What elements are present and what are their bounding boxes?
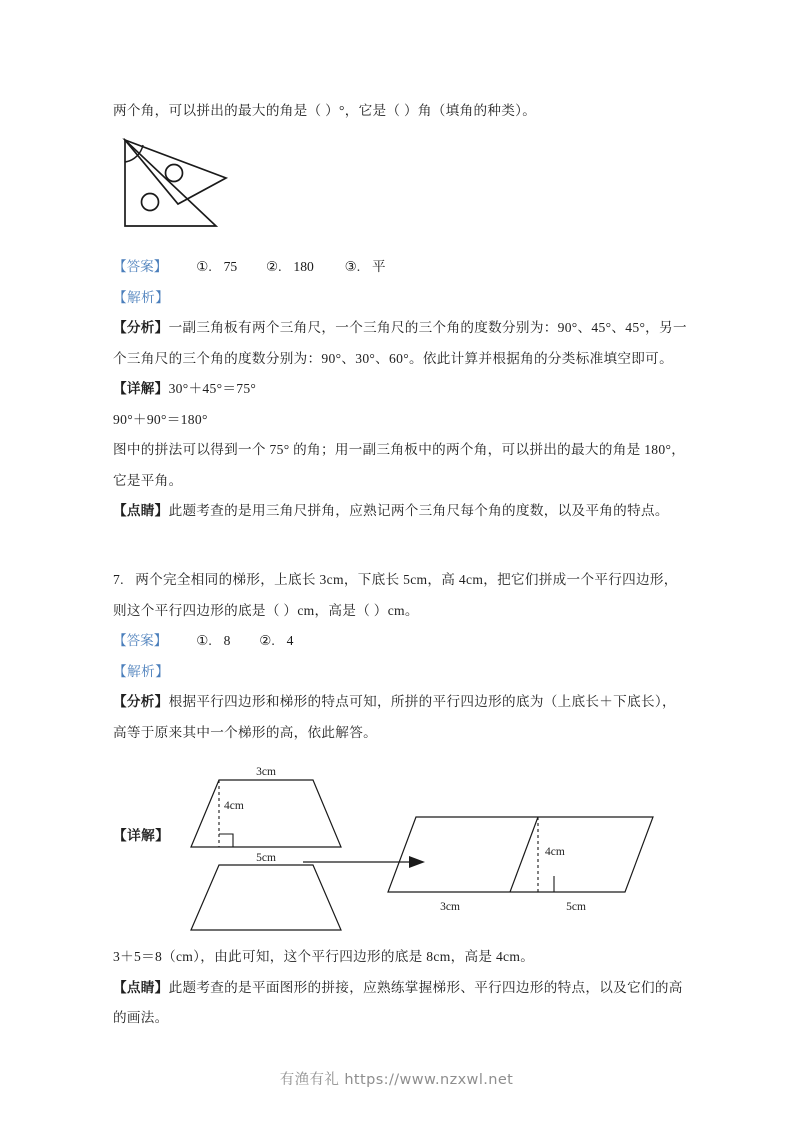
question-6-solution xyxy=(113,252,688,527)
trapezoid-upper-shape xyxy=(191,780,341,847)
q7-number: 7. xyxy=(113,572,124,587)
q6-answer-value-2: 180 xyxy=(293,259,314,274)
q6-answer-item-1 xyxy=(196,252,237,283)
q7-fenxi-label: 【分析】 xyxy=(113,694,169,709)
q6-fenxi xyxy=(113,313,688,374)
q7-answer-value-1: 8 xyxy=(223,633,231,648)
q6-stem: 两个角，可以拼出的最大的角是（ ）°，它是（ ）角（填角的种类）。 xyxy=(113,103,537,118)
q7-dianjing xyxy=(113,973,688,1034)
parallelogram-joint-line xyxy=(510,817,538,892)
q7-analysis-label-text: 【解析】 xyxy=(113,663,170,679)
q6-analysis-label xyxy=(113,283,688,314)
question-7-conclusion xyxy=(113,942,688,1034)
q6-answer-marker-2: ②. xyxy=(266,259,282,274)
q6-xiangjie-line-3: 图中的拼法可以得到一个 75° 的角；用一副三角板中的两个角，可以拼出的最大的角是 180°，它是平角。 xyxy=(113,442,686,488)
q6-fenxi-label: 【分析】 xyxy=(113,320,169,335)
q7-dianjing-label: 【点睛】 xyxy=(113,979,169,995)
q6-fenxi-text: 一副三角板有两个三角尺，一个三角尺的三个角的度数分别为：90°、45°、45°，另一个三角尺的三个角的度数分别为：90°、30°、60°。依此计算并根据角的分类标准填空即可。 xyxy=(113,320,687,366)
q6-xiangjie-line-2: 90°＋90°＝180° xyxy=(113,411,208,427)
q7-stem-line-2: 则这个平行四边形的底是（ ）cm，高是（ ）cm。 xyxy=(113,602,419,618)
q7-conclusion: 3＋5＝8（cm），由此可知，这个平行四边形的底是 8cm，高是 4cm。 xyxy=(113,949,535,964)
q6-answer-value-3: 平 xyxy=(372,259,386,274)
trapezoid-bottom-label: 5cm xyxy=(256,852,276,864)
q7-answer-marker-1: ①. xyxy=(196,633,212,648)
q7-xiangjie-label: 【详解】 xyxy=(113,828,170,843)
trapezoid-parallelogram-svg xyxy=(113,762,688,940)
q7-stem-text-1: 两个完全相同的梯形，上底长 3cm，下底长 5cm，高 4cm，把它们拼成一个平行四边形， xyxy=(135,572,678,587)
q6-answer-item-2 xyxy=(266,252,314,283)
parallelogram-right-base-label: 5cm xyxy=(566,901,586,913)
q7-answer-item-1 xyxy=(196,626,230,657)
q6-dianjing-text: 此题考查的是用三角尺拼角，应熟记两个三角尺每个角的度数，以及平角的特点。 xyxy=(168,503,669,518)
q7-answer-item-2 xyxy=(259,626,293,657)
q6-dianjing-label: 【点睛】 xyxy=(113,503,169,518)
q6-xiangjie-label: 【详解】 xyxy=(113,381,169,396)
trapezoid-height-label: 4cm xyxy=(224,800,244,812)
q6-answer-row xyxy=(113,252,688,283)
q6-xiangjie-eq-1: 30°＋45°＝75° xyxy=(168,381,257,396)
q7-analysis-label xyxy=(113,657,688,688)
angle-marker-circle-upper xyxy=(166,165,183,182)
q7-stem-line-1 xyxy=(113,565,688,596)
q6-answer-value-1: 75 xyxy=(223,259,238,274)
footer-watermark: 有渔有礼 https://www.nzxwl.net xyxy=(279,1072,514,1088)
q7-answer-value-2: 4 xyxy=(286,633,294,648)
question-6-block xyxy=(113,96,688,127)
q6-analysis-label-text: 【解析】 xyxy=(113,289,170,305)
q7-fenxi-text: 根据平行四边形和梯形的特点可知，所拼的平行四边形的底为（上底长＋下底长），高等于原来其中一个梯形的高，依此解答。 xyxy=(113,694,676,740)
parallelogram-shape xyxy=(388,817,653,892)
q6-answer-marker-1: ①. xyxy=(196,259,212,274)
q7-answer-marker-2: ②. xyxy=(259,633,275,648)
question-7-block xyxy=(113,565,688,748)
triangle-rulers-svg xyxy=(118,128,236,240)
q7-dianjing-text: 此题考查的是平面图形的拼接，应熟练掌握梯形、平行四边形的特点，以及它们的高的画法。 xyxy=(113,979,683,1025)
right-angle-mark xyxy=(219,834,233,847)
parallelogram-height-label: 4cm xyxy=(545,846,565,858)
q6-xiangjie-line-1 xyxy=(113,374,688,405)
q6-answer-label: 【答案】 xyxy=(113,259,168,274)
q6-answer-item-3 xyxy=(345,252,386,283)
q6-answer-marker-3: ③. xyxy=(344,259,361,274)
q7-answer-row xyxy=(113,626,688,657)
trapezoid-top-label: 3cm xyxy=(256,766,276,778)
q7-answer-label: 【答案】 xyxy=(113,633,168,648)
transform-arrow-head xyxy=(409,856,425,868)
parallelogram-left-base-label: 3cm xyxy=(440,901,460,913)
trapezoid-lower-shape xyxy=(191,865,341,930)
trapezoids-to-parallelogram-figure xyxy=(113,762,688,940)
upper-triangle-shape xyxy=(125,140,226,204)
two-triangle-rulers-figure xyxy=(118,128,236,240)
angle-marker-circle-lower xyxy=(142,194,159,211)
q6-dianjing xyxy=(113,496,688,527)
q7-fenxi xyxy=(113,687,688,748)
